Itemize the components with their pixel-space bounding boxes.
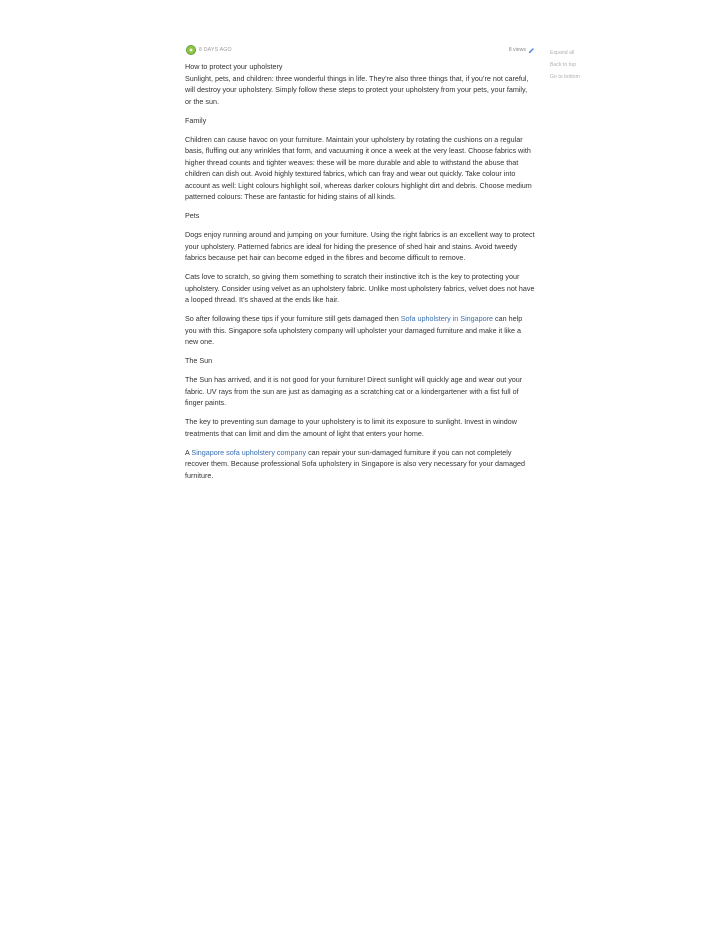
- singapore-sofa-upholstery-company-link[interactable]: Singapore sofa upholstery company: [191, 447, 307, 457]
- pets-paragraph-dogs: Dogs enjoy running around and jumping on your furniture. Using the right fabrics is an excellent way to protect your upholstery. Patterned fabrics are ideal for hiding the presence of shed hair and stains. Avoid tweedy fabrics because pet hair can become edged in the fibres and become difficult to remove.: [185, 230, 535, 262]
- post: [185, 44, 535, 489]
- damage-paragraph: [185, 313, 535, 348]
- final-paragraph: [185, 447, 535, 482]
- back-to-top-link[interactable]: Back to top: [550, 62, 576, 68]
- post-title: How to protect your upholstery: [185, 62, 283, 71]
- damage-text-before: So after following these tips if your furniture still gets damaged then: [185, 314, 401, 323]
- pets-paragraph-cats: Cats love to scratch, so giving them something to scratch their instinctive itch is the key to protecting your upholstery. Consider using velvet as an upholstery fabric. Unlike most upholstery fabrics, velvet does not have a looped thread. It’s shaved at the ends like hair.: [185, 272, 535, 304]
- avatar[interactable]: [186, 45, 196, 55]
- sun-heading: The Sun: [185, 356, 213, 365]
- post-timestamp: 8 DAYS AGO: [199, 47, 232, 53]
- sun-paragraph-arrived: The Sun has arrived, and it is not good for your furniture! Direct sunlight will quickly age and wear out your fabric. UV rays from the sun are just as damaging as a scratching cat or a kindergartener with a fist full of finger paints.: [185, 375, 523, 407]
- final-text-before: A: [185, 447, 192, 457]
- sofa-upholstery-singapore-link[interactable]: Sofa upholstery in Singapore: [400, 314, 494, 323]
- post-meta-right: [509, 47, 535, 54]
- side-navigation: [550, 50, 580, 86]
- family-paragraph: Children can cause havoc on your furniture. Maintain your upholstery by rotating the cushions on a regular basis, fluffing out any wrinkles that form, and vacuuming it once a week at the very least. Choose fabrics with higher thread counts and tighter weaves: these will be more durable and able to withstand the abuse that children can dish out. Avoid highly textured fabrics, which can fray and wear out quickly. Take colour into account as well: Light colours highlight soil, whereas darker colours highlight dirt and debris. Choose medium patterned colours: These are fantastic for hiding stains of all kinds.: [185, 134, 532, 201]
- post-meta-left: [185, 45, 232, 55]
- post-meta: [185, 44, 535, 56]
- views-count: 8 views: [508, 47, 526, 53]
- pencil-icon[interactable]: [528, 47, 535, 54]
- go-to-bottom-link[interactable]: Go to bottom: [550, 74, 580, 80]
- intro-paragraph: Sunlight, pets, and children: three wonderful things in life. They’re also three things that, if you’re not careful, will destroy your upholstery. Simply follow these steps to protect your upholstery from your pets, your family, or the sun.: [185, 73, 529, 106]
- family-heading: Family: [185, 115, 207, 125]
- pets-heading: Pets: [185, 211, 200, 220]
- damage-text-after: can help you with this. Singapore sofa upholstery company will upholster your damaged furniture and make it like a new one.: [185, 314, 523, 346]
- expand-all-link[interactable]: Expand all: [550, 50, 575, 56]
- sun-paragraph-prevention: The key to preventing sun damage to your upholstery is to limit its exposure to sunlight. Invest in window treatments that can limit and dim the amount of light that enters your home.: [185, 417, 517, 438]
- final-text-after: can repair your sun-damaged furniture if you can not completely recover them. Because professional Sofa upholstery in Singapore is also very necessary for your damaged furniture.: [185, 447, 525, 480]
